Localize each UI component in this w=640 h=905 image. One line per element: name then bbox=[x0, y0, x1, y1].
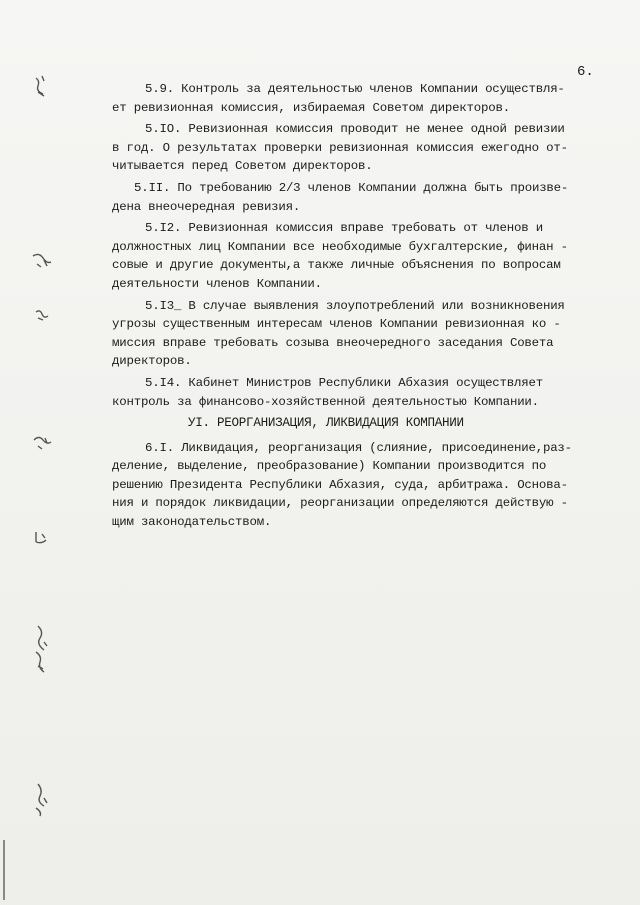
paragraph-5-14 bbox=[112, 374, 612, 411]
text-line: 6.I. Ликвидация, реорганизация (слияние, присоединение,раз- bbox=[145, 440, 572, 455]
text-line: 5.9. Контроль за деятельностью членов Компании осуществля- bbox=[145, 82, 565, 96]
text-line: контроль за финансово-хозяйственной деятельностью Компании. bbox=[112, 394, 539, 409]
text-line: дена внеочередная ревизия. bbox=[112, 199, 301, 214]
binding-mark bbox=[28, 780, 58, 826]
text-line: ния и порядок ликвидации, реорганизации определяются действую - bbox=[112, 496, 568, 511]
text-line: 5.I4. Кабинет Министров Республики Абхазия осуществляет bbox=[145, 375, 543, 390]
text-line: щим законодательством. bbox=[112, 515, 272, 530]
text-line: ет ревизионная комиссия, избираемая Советом директоров. bbox=[112, 100, 510, 115]
page-number: 6. bbox=[577, 64, 594, 80]
binding-mark bbox=[28, 246, 58, 276]
text-line: 5.I2. Ревизионная комиссия вправе требовать от членов и bbox=[145, 221, 543, 236]
binding-mark bbox=[28, 300, 58, 330]
page-edge-mark bbox=[3, 840, 5, 900]
binding-mark bbox=[28, 428, 58, 458]
text-line: должностных лиц Компании все необходимые бухгалтерские, финан - bbox=[112, 239, 568, 254]
text-line: решению Президента Республики Абхазия, суда, арбитража. Основа- bbox=[112, 477, 568, 492]
binding-mark bbox=[28, 622, 58, 678]
text-line: деятельности членов Компании. bbox=[112, 276, 322, 291]
paragraph-5-13 bbox=[112, 297, 612, 371]
binding-mark bbox=[28, 524, 58, 554]
text-line: читывается перед Советом директоров. bbox=[112, 159, 373, 174]
paragraph-6-1 bbox=[112, 439, 612, 532]
text-line: угрозы существенным интересам членов Компании ревизионная ко - bbox=[112, 317, 561, 332]
text-line: совые и другие документы,а также личные объяснения по вопросам bbox=[112, 258, 561, 273]
paragraph-5-11 bbox=[112, 179, 612, 216]
document-body bbox=[112, 80, 612, 535]
text-line: миссия вправе требовать созыва внеочередного заседания Совета bbox=[112, 335, 554, 350]
paragraph-5-9 bbox=[112, 80, 612, 117]
text-line: 5.II. По требованию 2/3 членов Компании должна быть произве- bbox=[134, 180, 569, 195]
text-line: 5.I3_ В случае выявления злоупотреблений или возникновения bbox=[145, 298, 565, 313]
paragraph-5-10 bbox=[112, 120, 612, 176]
paragraph-5-12 bbox=[112, 219, 612, 293]
section-heading: УI. РЕОРГАНИЗАЦИЯ, ЛИКВИДАЦИЯ КОМПАНИИ bbox=[188, 416, 464, 431]
text-line: в год. О результатах проверки ревизионная комиссия ежегодно от- bbox=[112, 140, 568, 155]
text-line: директоров. bbox=[112, 354, 192, 369]
text-line: 5.IO. Ревизионная комиссия проводит не менее одной ревизии bbox=[145, 122, 565, 137]
text-line: деление, выделение, преобразование) Компании производится по bbox=[112, 459, 547, 474]
binding-mark bbox=[28, 72, 58, 102]
